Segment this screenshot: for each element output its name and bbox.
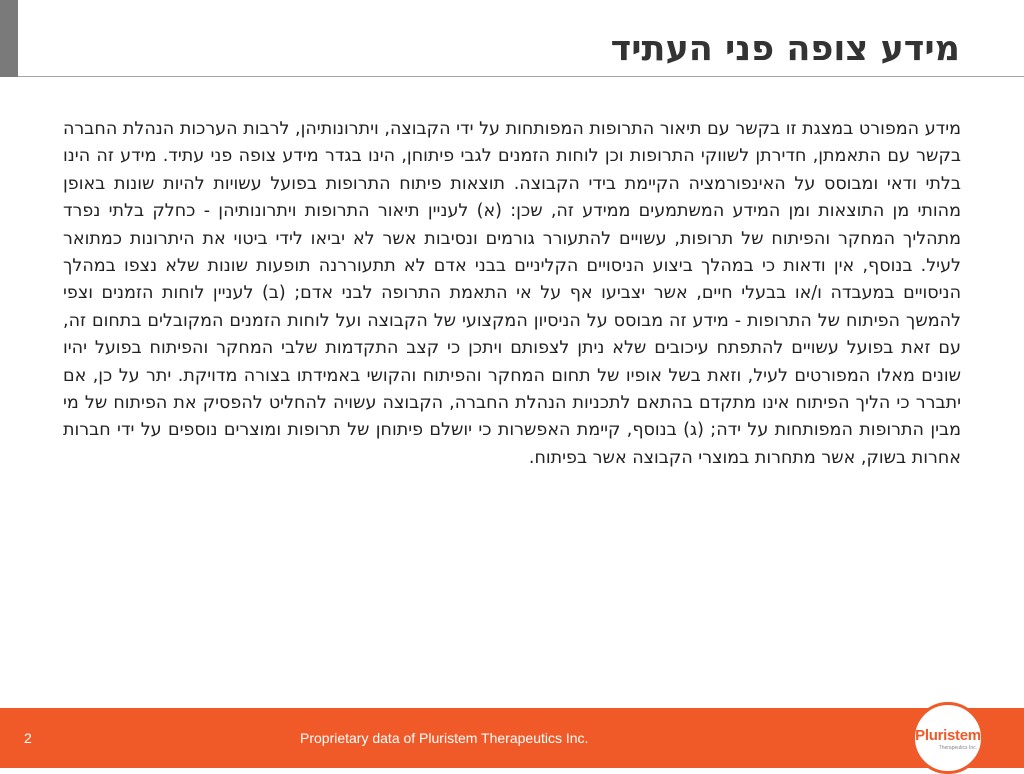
logo-subtext: Therapeutics Inc. (938, 745, 977, 751)
footer-bar (0, 708, 1024, 768)
page-number: 2 (24, 730, 32, 746)
footer-proprietary-text: Proprietary data of Pluristem Therapeutics Inc. (300, 730, 589, 746)
slide-title: מידע צופה פני העתיד (610, 29, 960, 69)
title-divider (18, 76, 1024, 77)
pluristem-logo (912, 702, 984, 774)
logo-wordmark: Pluristem (915, 727, 981, 744)
disclaimer-paragraph: מידע המפורט במצגת זו בקשר עם תיאור התרופות המפותחות על ידי הקבוצה, ויתרונותיהן, לרבות הערכות הנהלת החברה בקשר עם התאמתן, חדירתן לשווקי התרופות וכן לוחות הזמנים לגבי פיתוחן, הינו בגדר מידע צופה פני עתיד. מידע זה הינו בלתי ודאי ומבוסס על האינפורמציה הקיימת בידי הקבוצה. תוצאות פיתוח התרופות בפועל עשויות להיות שונות באופן מהותי מן התוצאות ומן המידע המשתמעים ממידע זה, שכן: (א) לעניין תיאור התרופות ויתרונותיהן - כחלק בלתי נפרד מתהליך המחקר והפיתוח של תרופות, עשויים להתעורר גורמים ונסיבות אשר לא יביאו לידי ביטוי את היתרונות כמתואר לעיל. בנוסף, אין ודאות כי במהלך ביצוע הניסויים הקליניים בבני אדם לא תתעוררנה תופעות שונות שלא נצפו במהלך הניסויים במעבדה ו/או בבעלי חיים, אשר יצביעו אף על אי התאמת התרופה לבני אדם; (ב) לעניין לוחות הזמנים וצפי להמשך הפיתוח של התרופות - מידע זה מבוסס על הניסיון המקצועי של הקבוצה ועל לוחות הזמנים המקובלים בתחום זה, עם זאת בפועל עשויים להתפתח עיכובים שלא ניתן לצפותם ויתכן כי קצב התקדמות שלבי המחקר והפיתוח בפועל יהיו שונים מאלו המפורטים לעיל, וזאת בשל אופיו של תחום המחקר והפיתוח והקושי באמידתו בצורה מדויקת. יתר על כן, אם יתברר כי הליך הפיתוח אינו מתקדם בהתאם לתכניות הנהלת החברה, הקבוצה עשויה להחליט להפסיק את הפיתוח של מי מבין התרופות המפותחות על ידה; (ג) בנוסף, קיימת האפשרות כי יושלם פיתוחן של תרופות ומוצרים נוספים על ידי חברות אחרות בשוק, אשר מתחרות במוצרי הקבוצה אשר בפיתוח. (63, 119, 961, 468)
left-accent-bar (0, 0, 18, 77)
